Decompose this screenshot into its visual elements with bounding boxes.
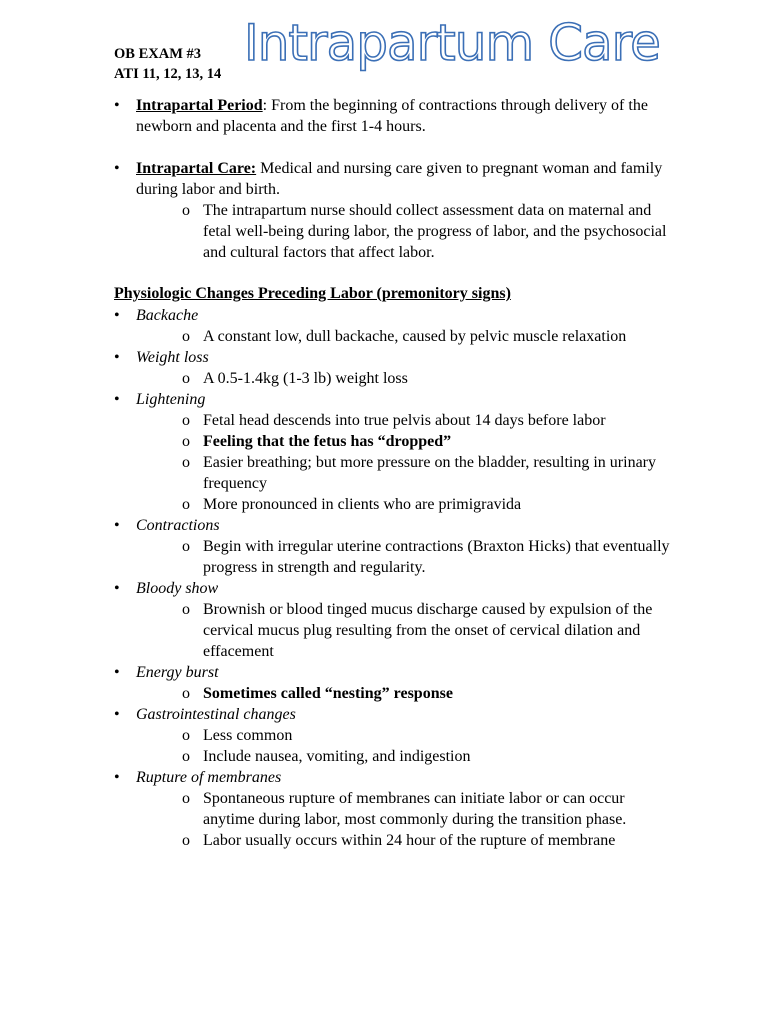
sign-detail: [114, 536, 674, 578]
detail-text: Feeling that the fetus has “dropped”: [203, 433, 452, 450]
detail-text: Include nausea, vomiting, and indigestion: [203, 748, 471, 765]
sign-detail: [114, 368, 674, 389]
definition-term: Intrapartal Period: [136, 97, 263, 114]
sign-detail: [114, 326, 674, 347]
sub-bullet-mark: o: [182, 685, 190, 702]
sub-bullet-mark: o: [182, 748, 190, 765]
spacer: [114, 137, 674, 158]
detail-text: More pronounced in clients who are primigravida: [203, 496, 522, 513]
detail-text: Labor usually occurs within 24 hour of the rupture of membrane: [203, 832, 616, 849]
sub-bullet-mark: o: [182, 727, 190, 744]
detail-text: Begin with irregular uterine contractions (Braxton Hicks) that eventually progress in strength and regularity.: [203, 538, 670, 576]
sub-bullet-mark: o: [182, 496, 190, 513]
sign-contractions: [114, 515, 674, 536]
definition-intrapartal-period: [114, 95, 674, 137]
bullet-mark: •: [114, 664, 120, 681]
detail-text: A constant low, dull backache, caused by pelvic muscle relaxation: [203, 328, 627, 345]
sub-bullet-mark: o: [182, 412, 190, 429]
detail-text: Fetal head descends into true pelvis about 14 days before labor: [203, 412, 606, 429]
sign-detail: [114, 746, 674, 767]
sign-label: Weight loss: [136, 349, 209, 366]
sign-detail: [114, 410, 674, 431]
sign-detail: [114, 788, 674, 830]
sign-label: Lightening: [136, 391, 206, 408]
sign-detail: [114, 599, 674, 662]
sign-energy-burst: [114, 662, 674, 683]
ati-chapters: ATI 11, 12, 13, 14: [114, 66, 222, 82]
sign-label: Energy burst: [136, 664, 219, 681]
sub-bullet-mark: o: [182, 538, 190, 555]
sign-label: Contractions: [136, 517, 220, 534]
detail-text: Sometimes called “nesting” response: [203, 685, 453, 702]
sign-gastrointestinal-changes: [114, 704, 674, 725]
sign-bloody-show: [114, 578, 674, 599]
definition-subpoint: [114, 200, 674, 263]
sign-label: Rupture of membranes: [136, 769, 282, 786]
detail-text: Easier breathing; but more pressure on the bladder, resulting in urinary frequency: [203, 454, 656, 492]
document-title: Intrapartum Care: [244, 14, 660, 72]
sign-label: Backache: [136, 307, 199, 324]
premonitory-signs-list: [114, 305, 674, 851]
definition-separator: :: [262, 97, 268, 114]
bullet-mark: •: [114, 706, 120, 723]
section-heading: Physiologic Changes Preceding Labor (premonitory signs): [114, 285, 511, 302]
exam-header: [114, 44, 221, 84]
sign-label: Gastrointestinal changes: [136, 706, 296, 723]
sign-detail: [114, 830, 674, 851]
bullet-mark: •: [114, 769, 120, 786]
sign-weight-loss: [114, 347, 674, 368]
sub-bullet-mark: o: [182, 601, 190, 618]
definition-text: From the beginning of contractions through delivery of the newborn and placenta and the first 1-4 hours.: [136, 97, 648, 135]
sub-bullet-mark: o: [182, 832, 190, 849]
bullet-mark: •: [114, 580, 120, 597]
bullet-mark: •: [114, 97, 120, 114]
sign-detail: [114, 683, 674, 704]
bullet-mark: •: [114, 517, 120, 534]
definition-term: Intrapartal Care:: [136, 160, 257, 177]
sign-detail: [114, 431, 674, 452]
sub-bullet-mark: o: [182, 790, 190, 807]
sign-label: Bloody show: [136, 580, 219, 597]
definitions-list: [114, 95, 674, 263]
sub-bullet-mark: o: [182, 370, 190, 387]
sign-detail: [114, 452, 674, 494]
sign-lightening: [114, 389, 674, 410]
sign-rupture-of-membranes: [114, 767, 674, 788]
sub-bullet-mark: o: [182, 202, 190, 219]
definition-text: Medical and nursing care given to pregnant woman and family during labor and birth.: [136, 160, 663, 198]
sub-bullet-mark: o: [182, 454, 190, 471]
detail-text: Less common: [203, 727, 293, 744]
bullet-mark: •: [114, 391, 120, 408]
detail-text: Spontaneous rupture of membranes can initiate labor or can occur anytime during labor, most commonly during the transition phase.: [203, 790, 627, 828]
sign-detail: [114, 725, 674, 746]
definition-intrapartal-care: [114, 158, 674, 200]
subpoint-text: The intrapartum nurse should collect assessment data on maternal and fetal well-being during labor, the progress of labor, and the psychosocial and cultural factors that affect labor.: [203, 202, 667, 261]
sub-bullet-mark: o: [182, 328, 190, 345]
sub-bullet-mark: o: [182, 433, 190, 450]
sign-detail: [114, 494, 674, 515]
detail-text: Brownish or blood tinged mucus discharge caused by expulsion of the cervical mucus plug resulting from the onset of cervical dilation and effacement: [203, 601, 653, 660]
sign-backache: [114, 305, 674, 326]
bullet-mark: •: [114, 349, 120, 366]
exam-number: OB EXAM #3: [114, 46, 201, 62]
bullet-mark: •: [114, 307, 120, 324]
bullet-mark: •: [114, 160, 120, 177]
detail-text: A 0.5-1.4kg (1-3 lb) weight loss: [203, 370, 408, 387]
